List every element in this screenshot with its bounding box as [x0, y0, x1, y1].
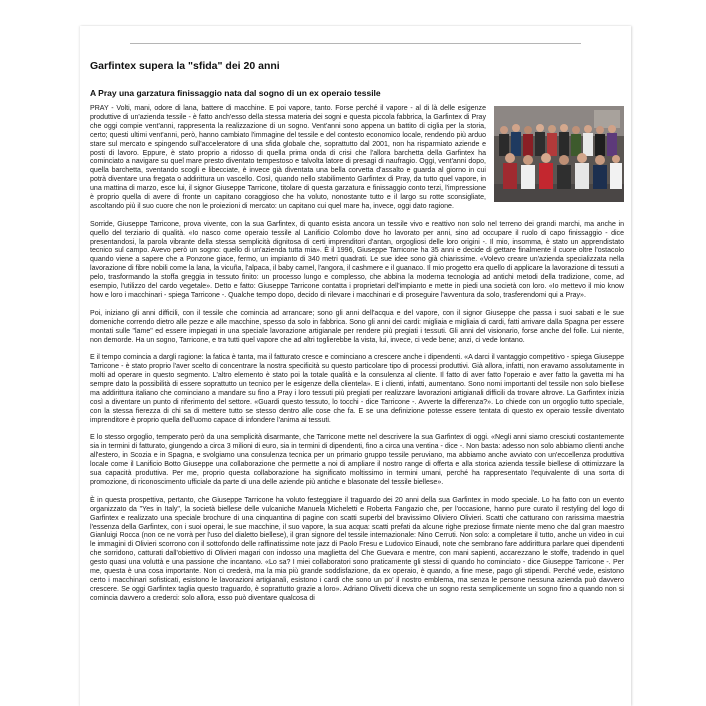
article-paragraph: Sorride, Giuseppe Tarricone, prova vivente, con la sua Garfintex, di quanto esista ancora un tessile vivo e reattivo non solo nel terreno dei grandi marchi, ma anche in quello del terziario di qualità. «Io nasco come operaio tessile al Lanificio Colombo dove ho lavorato per anni, sino ad occupare il ruolo di capo finissaggio - dice presentandosi, la parola vibrante della stessa semplicità dignitosa di certi imprenditori d'antan, orgogliosi delle loro origini -. Il mio, insomma, è stato un apprendistato tecnico sul campo. Avevo però un sogno: quello di un'azienda tutta mia». È il 1996, Giuseppe Tarricone ha 35 anni e decide di gettare finalmente il cuore oltre l'ostacolo quando viene a sapere che a Ponzone giace, fermo, un impianto di 340 metri quadrati. Le sue idee sono già chiarissime. «Volevo creare un'azienda specializzata nella lavorazione di fibre nobili come la lana, la vicuña, l'alpaca, il baby camel, l'angora, il cashmere e il guanaco. Il mio progetto era quello di applicare la lavorazione di tessuti a pelo, trasformando la stoffa greggia in tessuto finito: un processo lungo e complesso, che abbina la moderna tecnologia ad antichi metodi della tradizione, come, ad esempio, l'utilizzo del cardo vegetale». Detto e fatto: Giuseppe Tarricone contatta i proprietari dell'impianto e mette in piedi una società con loro. «Io mettevo il mio know how e loro i macchinari - spiega Tarricone -. Qualche tempo dopo, decido di rilevare i macchinari e di proseguire l'avventura da solo, trasferendomi qui a Pray». [90, 220, 624, 300]
article-paragraph: E il tempo comincia a dargli ragione: la fatica è tanta, ma il fatturato cresce e cominciano a crescere anche i dipendenti. «A darci il vantaggio competitivo - spiega Giuseppe Tarricone - è stato proprio l'aver scelto di concentrare la nostra specificità su questo particolare tipo di processi produttivi. Già allora, infatti, non eravamo assolutamente in molti ad operare in questo segmento. L'altro elemento è stato poi la totale qualità e la consulenza al cliente. Il fatto di aver fatto l'operaio e aver fatto la gavetta mi ha sempre dato la possibilità di essere soprattutto un tecnico per le esigenze della clientela». E i clienti, infatti, aumentano. Sono nomi importanti del tessile non solo biellese ma addirittura italiano che cominciano a mandare su fino a Pray i loro tessuti più pregiati per realizzare lavorazioni artigianali difficili da trovare altrove. La Garfintex inizia così a diventare un punto di riferimento del settore. «Guardi questo tessuto, lo tocchi - dice Tarricone -. Avverte la differenza?». Lo chiede con un orgoglio tutto speciale, con la stessa fierezza di chi sa di mettere tutto se stesso dentro alle cose che fa. E se una definizione potesse essere tentata di questo ex operaio tessile diventato imprenditore è proprio quella dell'uomo capace di infondere l'anima ai tessuti. [90, 354, 624, 424]
top-divider [130, 43, 581, 44]
article-paragraph: È in questa prospettiva, pertanto, che Giuseppe Tarricone ha voluto festeggiare il traguardo dei 20 anni della sua Garfintex in modo speciale. Lo ha fatto con un evento organizzato da "Yes in Italy", la società biellese delle vulcaniche Manuela Micheletti e Roberta Fangazio che, per l'occasione, hanno pure curato il restyling del logo di Garfintex e realizzato una speciale brochure di una cinquantina di pagine con scatti superbi del bravissimo Oliviero Olivieri. Scatti che catturano con rarissima maestria l'essenza della Garfintex, con i suoi operai, le sue macchine, il suo vapore, la sua acqua: scatti prefati da alcune righe preziose firmate niente meno che dal gran maestro Gianluigi Rocca (non ce ne vorrà per l'uso del dialetto biellese), il gran signore del tessile internazionale: Nino Cerruti. Non solo: a completare il tutto, anche un video in cui le immagini di Olivieri scorrono con il sottofondo delle raffinatissime note jazz di Paolo Fresu e Ludovico Einaudi, note che sembrano fare addirittura parlare quei dipendenti che sorridono, catturati dall'obiettivo di Olivieri magari con indosso una maglietta del Che Guevara e mentre, con mani sapienti, accarezzano le stoffe, tradendo in quel gesto quasi una voluttà e una passione che incantano. «Lo sa? I miei collaboratori sono praticamente gli stessi di quando ho cominciato - dice Giuseppe Tarricone -. Per me, questa è una cosa importante. Non ci crederà, ma la mia più grande soddisfazione, da ex operaio, è quando, a fine mese, pago gli stipendi. Perché vede, esistono certo i macchinari sofisticati, esistono le lavorazioni artigianali, esistono i cardi che sono un po' il nostro emblema, ma senza le persone nessuna azienda può davvero crescere. Se oggi Garfintex taglia questo traguardo, è soprattutto grazie a loro». Adriano Olivetti diceva che un sogno resta semplicemente un sogno fino a quando non si comincia davvero a crederci: solo allora, esso può diventare qualcosa di [90, 496, 624, 602]
article-paragraph: PRAY - Volti, mani, odore di lana, battere di macchine. E poi vapore, tanto. Forse perché il vapore - al di là delle esigenze produttive di un'azienda tessile - è fatto anch'esso della stessa materia dei sogni e questa piccola fabbrica, la Garfintex di Pray che oggi compie vent'anni, rappresenta la realizzazione di un sogno. Vent'anni sono appena un battito di ciglia per la storia, certo; questi ultimi vent'anni, però, hanno cambiato l'immagine del tessile e del contesto economico locale, rendendo più arduo stare sul mercato e spingendo sull'acceleratore di una sfida globale che, soprattutto dal 2001, non ha risparmiato aziende e posti di lavoro. Eppure, è stato proprio a ridosso di quella prima onda di crisi che l'allora barchetta della Garfintex ha cominciato a navigare su quel mare presto diventato tempestoso e talvolta latore di presagi di naufragio. Oggi, vent'anni dopo, quella barchetta, sventando scogli e libecciate, è invece già diventata una bella corvetta d'assalto e guarda al giorno in cui potrà diventare una fregata o addirittura un vascello. Così, quando nello stabilimento Garfintex di Pray, da tutto quel vapore, in una mattina di marzo, esce lui, il signor Giuseppe Tarricone, titolare di questa garzatura e finissaggio conto terzi, l'impressione è proprio quella di avere di fronte un capitano coraggioso che ha voluto, nonostante tutto e il largo su rotte sconsigliate, ascoltando più il suo cuore che non le proiezioni di mercato: un capitano cui quel mare ha, invece, oggi dato ragione. [90, 105, 486, 210]
article-paragraph: Poi, iniziano gli anni difficili, con il tessile che comincia ad arrancare; sono gli anni dell'acqua e del vapore, con il signor Giuseppe che passa i suoi sabati e le sue domeniche correndo dietro alle pezze e alle macchine, spesso da solo in fabbrica. Sono gli anni dei cardi: migliaia e migliaia di cardi, fatti arrivare dalla Spagna per essere montati sulle "lame" ed essere impiegati in una speciale lavorazione artigianale per rendere più pregiati i tessuti. Gli anni del visionario, forse anche del folle. Lui niente, non demorde. Ha un sogno, Tarricone, e tra tutti quel vapore che ad altri toglierebbe la vista, lui, invece, ci vede bene; anzi, ci vede lontano. [90, 309, 624, 344]
article-paragraph: E lo stesso orgoglio, temperato però da una semplicità disarmante, che Tarricone mette nel descrivere la sua Garfintex di oggi. «Negli anni siamo cresciuti costantemente sia in termini di fatturato, giungendo a circa 3 milioni di euro, sia in termini di dipendenti, fino a circa una ventina - dice -. Non basta: adesso non solo abbiamo clienti anche all'estero, in Scozia e in Spagna, e svolgiamo una consulenza tecnica per un primario gruppo tessile peruviano, ma abbiamo anche avviato con un'eccellenza produttiva locale come il Lanificio Botto Giuseppe una collaborazione che permette a noi di ampliare il nostro range di offerta e alla storica azienda tessile biellese di ottimizzare la sua capacità produttiva. Per me, proprio questa collaborazione ha significato moltissimo in termini umani, perché ha rappresentato l'equivalente di una sorta di promozione, di riconoscimento ufficiale da parte di una delle aziende più antiche e blasonate del tessile biellese». [90, 434, 624, 486]
newspaper-page [80, 26, 631, 706]
article-subtitle: A Pray una garzatura finissaggio nata dal sogno di un ex operaio tessile [90, 88, 381, 98]
article-body [90, 105, 624, 613]
article-title: Garfintex supera la "sfida" dei 20 anni [90, 60, 280, 72]
staff-group-photo [494, 106, 624, 202]
